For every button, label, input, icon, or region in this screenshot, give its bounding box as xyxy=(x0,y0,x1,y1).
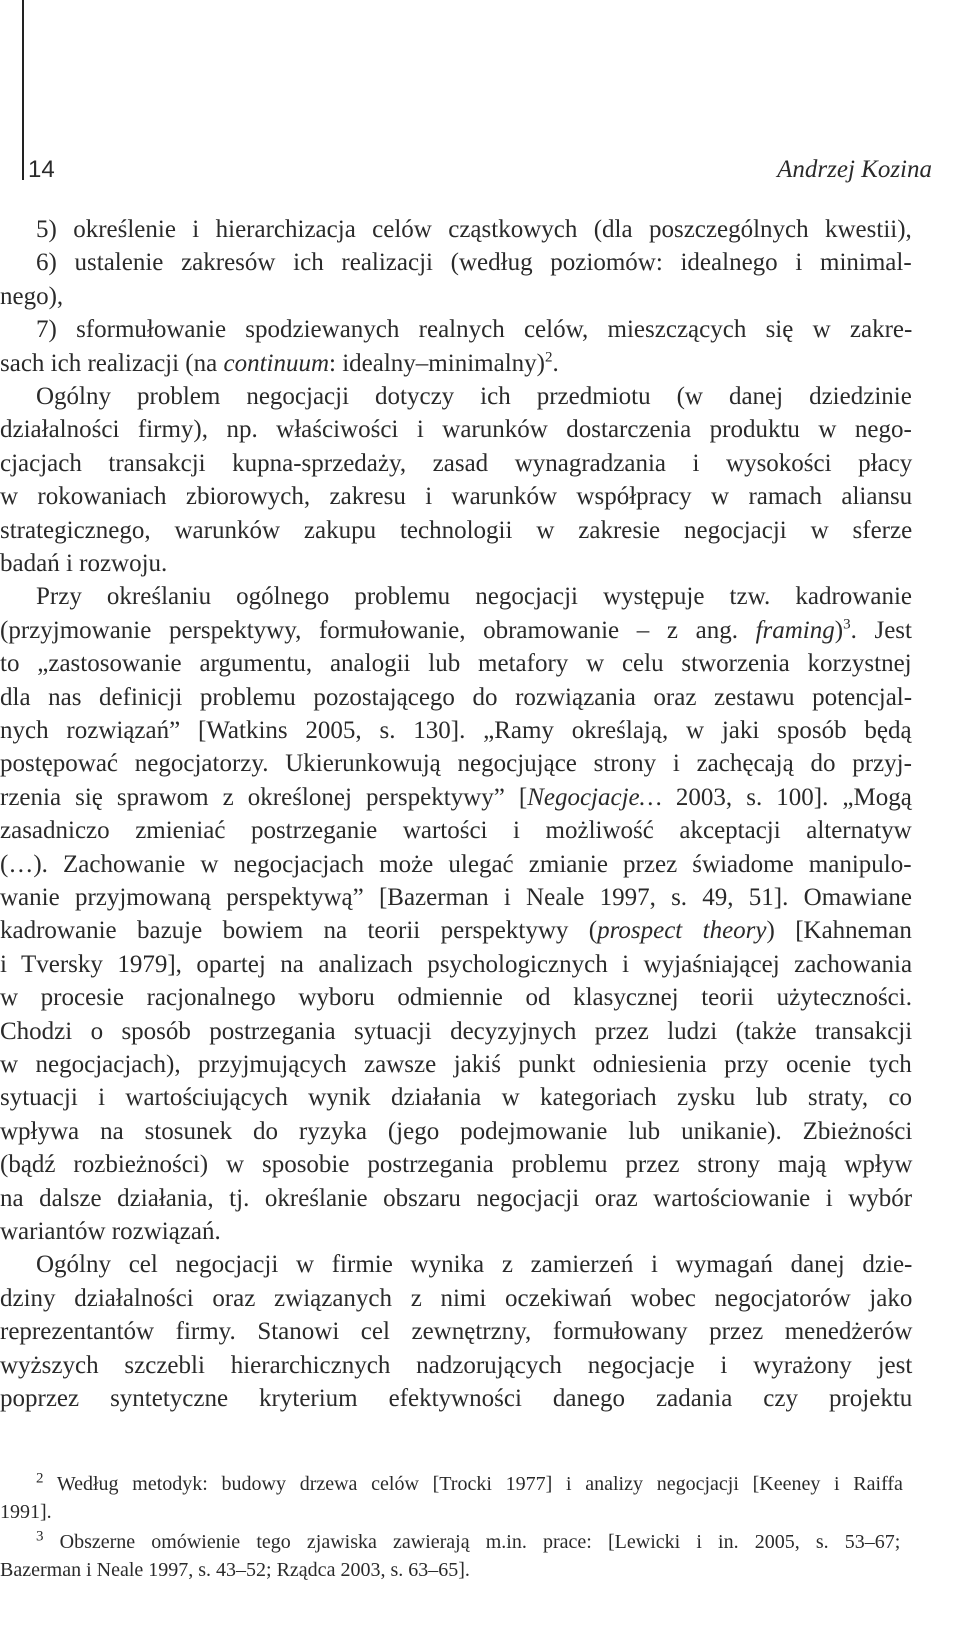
italic-term: framing xyxy=(755,616,835,644)
text-line xyxy=(0,981,912,1015)
text-run: poprzez syntetyczne kryterium efektywności danego zadania czy projektu xyxy=(0,1385,913,1412)
text-line xyxy=(36,380,912,414)
text-line xyxy=(0,1148,912,1182)
text-run: w negocjacjach), przyjmujących zawsze jakiś punkt odniesienia przy ocenie tych xyxy=(0,1051,912,1078)
text-run: (przyjmowanie perspektywy, formułowanie, obramowanie – z ang. xyxy=(0,616,756,644)
text-run: Obszerne omówienie tego zjawiska zawierają m.in. prace: [Lewicki i in. 2005, s. 53–67; xyxy=(43,1531,901,1553)
text-run: strategicznego, warunków zakupu technologii w zakresie negocjacji w sferze xyxy=(0,516,913,544)
text-run: ) xyxy=(834,616,844,644)
text-run: 7) sformułowanie spodziewanych realnych celów, mieszczących się w zakre- xyxy=(36,316,913,344)
footnote-line xyxy=(0,1556,470,1584)
text-line xyxy=(0,547,167,581)
text-run: . Jest xyxy=(850,616,912,644)
text-line xyxy=(36,580,912,614)
text-run: . xyxy=(552,349,559,377)
text-run: Przy określaniu ogólnego problemu negocjacji występuje tzw. kadrowanie xyxy=(36,583,912,611)
text-line xyxy=(0,647,912,681)
text-run: wariantów rozwiązań. xyxy=(0,1218,221,1245)
text-line xyxy=(0,1081,912,1115)
text-run: na dalsze działania, tj. określanie obszaru negocjacji oraz wartościowanie i wybór xyxy=(0,1184,913,1212)
text-run: : idealny–minimalny) xyxy=(329,349,545,377)
text-run: nego), xyxy=(0,282,64,310)
running-head xyxy=(28,150,932,190)
page-number: 14 xyxy=(28,156,55,183)
text-line xyxy=(0,1182,912,1216)
text-run: kadrowanie bazuje bowiem na teorii perspektywy ( xyxy=(0,917,598,945)
text-run: postępować negocjatorzy. Ukierunkowują negocjujące strony i zachęcają do przyj- xyxy=(0,750,912,778)
text-line xyxy=(0,948,912,982)
text-run: rzenia się sprawom z określonej perspektywy” [ xyxy=(0,783,528,811)
italic-term: prospect theory xyxy=(597,917,767,945)
text-run: reprezentantów firmy. Stanowi cel zewnętrzny, formułowany przez menedżerów xyxy=(0,1318,913,1346)
text-run: (bądź rozbieżności) w sposobie postrzegania problemu przez strony mają wpływ xyxy=(0,1151,913,1179)
text-run: sach ich realizacji (na xyxy=(0,349,224,377)
text-line xyxy=(0,1115,912,1149)
text-run: i Tversky 1979], opartej na analizach psychologicznych i wyjaśniającej zachowania xyxy=(0,950,913,978)
text-line xyxy=(0,413,912,447)
text-run: dla nas definicji problemu pozostającego do rozwiązania oraz zestawu potencjal- xyxy=(0,683,913,711)
text-line xyxy=(0,814,912,848)
text-line xyxy=(0,714,912,748)
text-run: wyższych szczebli hierarchicznych nadzorujących negocjacje i wyrażony jest xyxy=(0,1351,913,1379)
text-line xyxy=(0,280,63,314)
text-line xyxy=(0,514,912,548)
footnote-line xyxy=(36,1470,903,1498)
text-run: to „zastosowanie argumentu, analogii lub metafory w celu stworzenia korzystnej xyxy=(0,650,912,678)
footnote-line xyxy=(0,1498,52,1526)
text-line xyxy=(0,747,912,781)
text-line xyxy=(0,781,912,815)
text-line xyxy=(0,614,912,648)
text-run: wanie przyjmowaną perspektywą” [Bazerman i Neale 1997, s. 49, 51]. Omawiane xyxy=(0,884,912,911)
text-line xyxy=(36,246,912,280)
text-line xyxy=(0,1282,912,1316)
text-run: Chodzi o sposób postrzegania sytuacji decyzyjnych przez ludzi (także transakcji xyxy=(0,1017,913,1045)
footnote-marker: 2 xyxy=(544,349,553,366)
text-line xyxy=(36,313,912,347)
footnote-marker: 3 xyxy=(843,616,851,633)
text-line xyxy=(0,1015,912,1049)
text-line xyxy=(0,681,912,715)
text-run: w rokowaniach zbiorowych, zakresu i warunków współpracy w ramach aliansu xyxy=(0,483,913,511)
text-line xyxy=(0,1215,221,1249)
italic-term: Negocjacje… xyxy=(527,783,662,811)
text-line xyxy=(0,1349,912,1383)
text-line xyxy=(0,480,912,514)
margin-rule xyxy=(22,0,24,180)
text-run: (…). Zachowanie w negocjacjach może ulegać zmianie przez świadome manipulo- xyxy=(0,850,912,878)
text-line xyxy=(0,1315,912,1349)
text-run: dziny działalności oraz związanych z nimi oczekiwań wobec negocjatorów jako xyxy=(0,1284,913,1312)
text-line xyxy=(0,1382,912,1416)
text-run: Bazerman i Neale 1997, s. 43–52; Rządca 2003, s. 63–65]. xyxy=(0,1559,470,1581)
text-run: 5) określenie i hierarchizacja celów cząstkowych (dla poszczególnych kwestii), xyxy=(36,216,912,243)
footnote-marker: 2 xyxy=(36,1470,44,1487)
text-line xyxy=(0,1048,912,1082)
footnote-marker: 3 xyxy=(36,1528,44,1545)
italic-term: continuum xyxy=(223,349,330,377)
text-run: cjacjach transakcji kupna-sprzedaży, zasad wynagradzania i wysokości płacy xyxy=(0,449,913,477)
text-run: ) [Kahneman xyxy=(766,917,912,945)
text-line xyxy=(0,447,912,481)
text-line xyxy=(0,347,559,381)
text-run: nych rozwiązań” [Watkins 2005, s. 130]. „Ramy określają, w jaki sposób będą xyxy=(0,717,912,744)
text-run: 6) ustalenie zakresów ich realizacji (według poziomów: idealnego i minimal- xyxy=(36,249,912,277)
text-run: 2003, s. 100]. „Mogą xyxy=(661,783,912,811)
text-line xyxy=(0,848,912,882)
text-run: badań i rozwoju. xyxy=(0,550,168,577)
text-line xyxy=(0,881,912,915)
text-run: sytuacji i wartościujących wynik działania w kategoriach zysku lub straty, co xyxy=(0,1084,913,1112)
text-run: zasadniczo zmieniać postrzeganie wartości i możliwość akceptacji alternatyw xyxy=(0,817,912,845)
text-run: Ogólny cel negocjacji w firmie wynika z zamierzeń i wymagań danej dzie- xyxy=(36,1251,913,1279)
running-head-author: Andrzej Kozina xyxy=(777,156,932,183)
text-line xyxy=(36,213,912,247)
footnote-line xyxy=(36,1528,900,1556)
text-run: wpływa na stosunek do ryzyka (jego podejmowanie lub unikanie). Zbieżności xyxy=(0,1117,913,1145)
text-line xyxy=(36,1248,912,1282)
text-line xyxy=(0,914,912,948)
text-run: działalności firmy), np. właściwości i warunków dostarczenia produktu w nego- xyxy=(0,416,912,444)
text-run: Według metodyk: budowy drzewa celów [Trocki 1977] i analizy negocjacji [Keeney i Raiffa xyxy=(43,1473,903,1495)
text-run: 1991]. xyxy=(0,1501,52,1523)
text-run: Ogólny problem negocjacji dotyczy ich przedmiotu (w danej dziedzinie xyxy=(36,383,912,410)
text-run: w procesie racjonalnego wyboru odmiennie od klasycznej teorii użyteczności. xyxy=(0,984,912,1012)
